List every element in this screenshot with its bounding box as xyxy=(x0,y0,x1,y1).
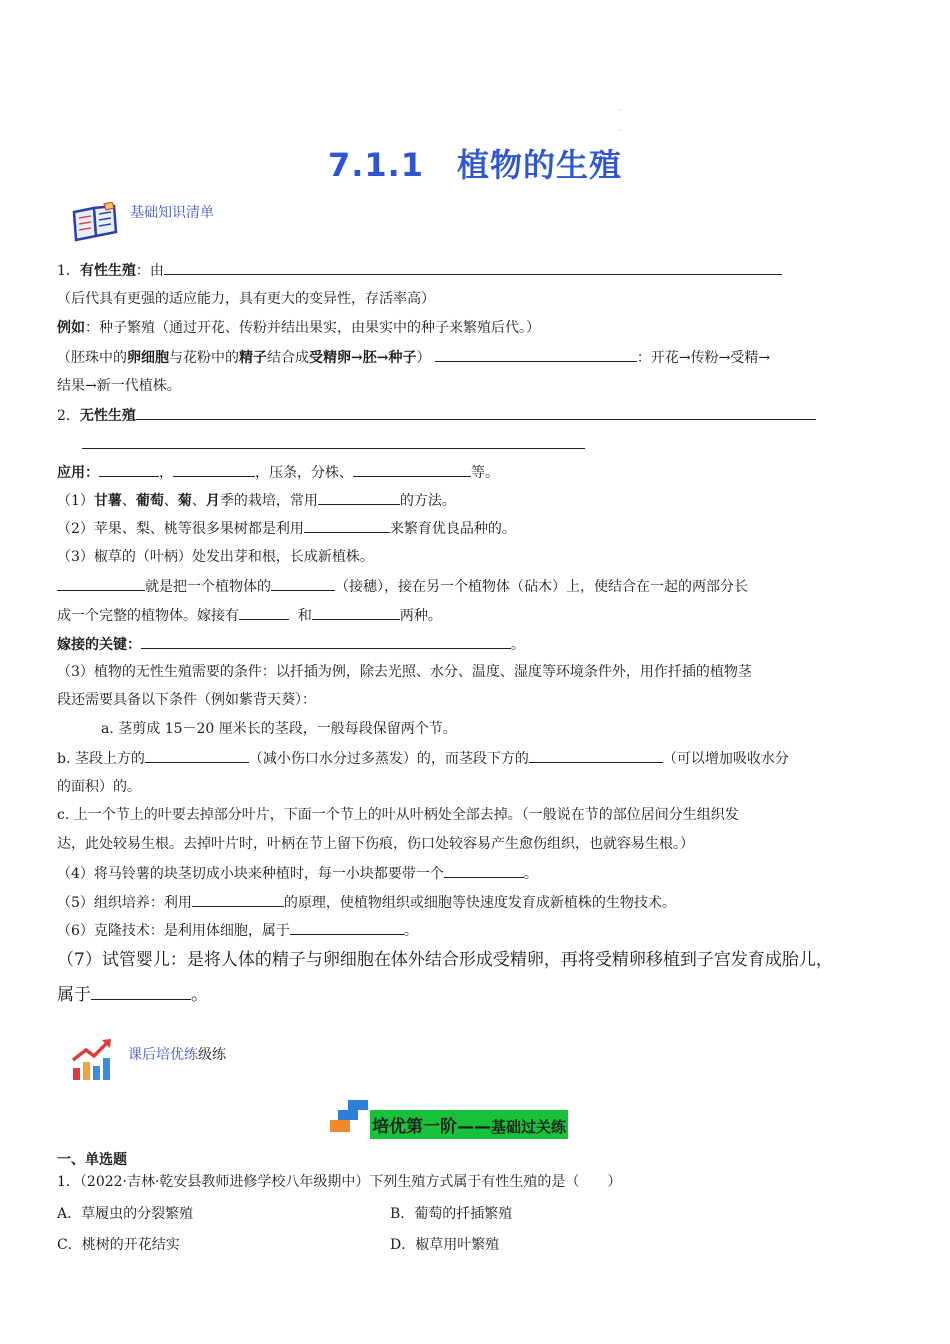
question-section-heading: 一、单选题 xyxy=(57,1152,127,1168)
blank[interactable] xyxy=(82,434,585,449)
book-icon xyxy=(70,202,122,246)
line-fertilization: （胚珠中的卵细胞与花粉中的精子结合成受精卵→胚→种子） ：开花→传粉→受精→ xyxy=(57,347,770,368)
line-grafting-key: 嫁接的关键： 。 xyxy=(57,634,525,655)
line-potato: （4）将马铃薯的块茎切成小块来种植时，每一小块都要带一个 。 xyxy=(57,863,538,884)
stage-title: 培优第一阶——基础过关练 xyxy=(370,1110,568,1139)
question-1: 1．（2022·吉林·乾安县教师进修学校八年级期中）下列生殖方式属于有性生殖的是（ ） xyxy=(57,1174,622,1190)
line-stem-conditions: b. 茎段上方的 （减小伤口水分过多蒸发）的，而茎段下方的 （可以增加吸收水分 xyxy=(57,748,789,769)
blank[interactable] xyxy=(145,748,249,763)
text-line: 结果→新一代植株。 xyxy=(57,378,181,394)
blank[interactable] xyxy=(290,920,404,935)
blank[interactable] xyxy=(99,462,159,477)
text-line: 达，此处较易生根。去掉叶片时，叶柄在节上留下伤痕，伤口处较容易产生愈伤组织，也就容易生根。） xyxy=(57,836,694,852)
section-label-basics: 基础知识清单 xyxy=(130,205,214,221)
mark: · xyxy=(618,106,621,115)
line-sexual-reproduction: 1．有性生殖：由 xyxy=(57,260,782,281)
blank[interactable] xyxy=(529,748,663,763)
line-tissue-culture: （5）组织培养：利用 的原理，使植物组织或细胞等快速度发育成新植株的生物技术。 xyxy=(57,892,676,913)
blank[interactable] xyxy=(312,605,400,620)
blank[interactable] xyxy=(353,462,471,477)
option-a[interactable]: A．草履虫的分裂繁殖 xyxy=(57,1206,194,1222)
blank[interactable] xyxy=(141,634,511,649)
blank[interactable] xyxy=(91,983,191,1000)
page-title: 7.1.1 植物的生殖 xyxy=(327,146,623,184)
line-grafting-types: 成一个完整的植物体。嫁接有 和 两种。 xyxy=(57,605,442,626)
text-line: c. 上一个节上的叶要去掉部分叶片，下面一个节上的叶从叶柄处全部去掉。（一般说在节的部位居间分生组织发 xyxy=(57,807,739,823)
text-line: 段还需要具备以下条件（例如紫背天葵）： xyxy=(57,692,316,708)
stairs-icon xyxy=(330,1100,370,1134)
chart-growth-icon xyxy=(70,1036,116,1086)
line-asexual-reproduction: 2．无性生殖 xyxy=(57,405,816,426)
blank[interactable] xyxy=(444,863,524,878)
blank[interactable] xyxy=(136,405,816,420)
text-line: a. 茎剪成 15－20 厘米长的茎段，一般每段保留两个节。 xyxy=(101,721,457,737)
text-line: （7）试管婴儿：是将人体的精子与卵细胞在体外结合形成受精卵，再将受精卵移植到子宫发育成胎儿， xyxy=(57,950,833,970)
blank[interactable] xyxy=(304,518,390,533)
blank[interactable] xyxy=(192,892,284,907)
blank[interactable] xyxy=(239,605,289,620)
line-blank-continuation xyxy=(82,434,585,455)
text-line: 的面积）的。 xyxy=(57,779,141,795)
line-fruit-trees: （2）苹果、梨、桃等很多果树都是利用 来繁育优良品种的。 xyxy=(57,518,516,539)
option-c[interactable]: C．桃树的开花结实 xyxy=(57,1237,180,1253)
text-line: （3）椒草的（叶柄）处发出芽和根，长成新植株。 xyxy=(57,549,374,565)
line-example: 例如：种子繁殖（通过开花、传粉并结出果实，由果实中的种子来繁殖后代。） xyxy=(57,320,540,336)
line-cloning: （6）克隆技术：是利用体细胞，属于 。 xyxy=(57,920,418,941)
line-ivf: 属于 。 xyxy=(57,985,208,1005)
line-grafting: 就是把一个植物体的 （接穗），接在另一个植物体（砧木）上，使结合在一起的两部分长 xyxy=(57,576,748,597)
text-line: （后代具有更强的适应能力，具有更大的变异性，存活率高） xyxy=(57,291,435,307)
blank[interactable] xyxy=(173,462,255,477)
blank[interactable] xyxy=(271,576,335,591)
mark: · xyxy=(618,126,621,135)
blank[interactable] xyxy=(164,260,782,275)
option-b[interactable]: B．葡萄的扦插繁殖 xyxy=(390,1206,513,1222)
option-d[interactable]: D．椒草用叶繁殖 xyxy=(390,1237,500,1253)
blank[interactable] xyxy=(57,576,145,591)
blank[interactable] xyxy=(435,347,637,362)
line-cultivation: （1）甘薯、葡萄、菊、月季的栽培，常用 的方法。 xyxy=(57,490,456,511)
blank[interactable] xyxy=(318,490,400,505)
text-line: （3）植物的无性生殖需要的条件：以扦插为例，除去光照、水分、温度、湿度等环境条件外，用作扦插的植物茎 xyxy=(57,664,752,680)
line-application: 应用： ， ，压条，分株、 等。 xyxy=(57,462,499,483)
section-label-practice: 课后培优练级练 xyxy=(128,1047,226,1063)
